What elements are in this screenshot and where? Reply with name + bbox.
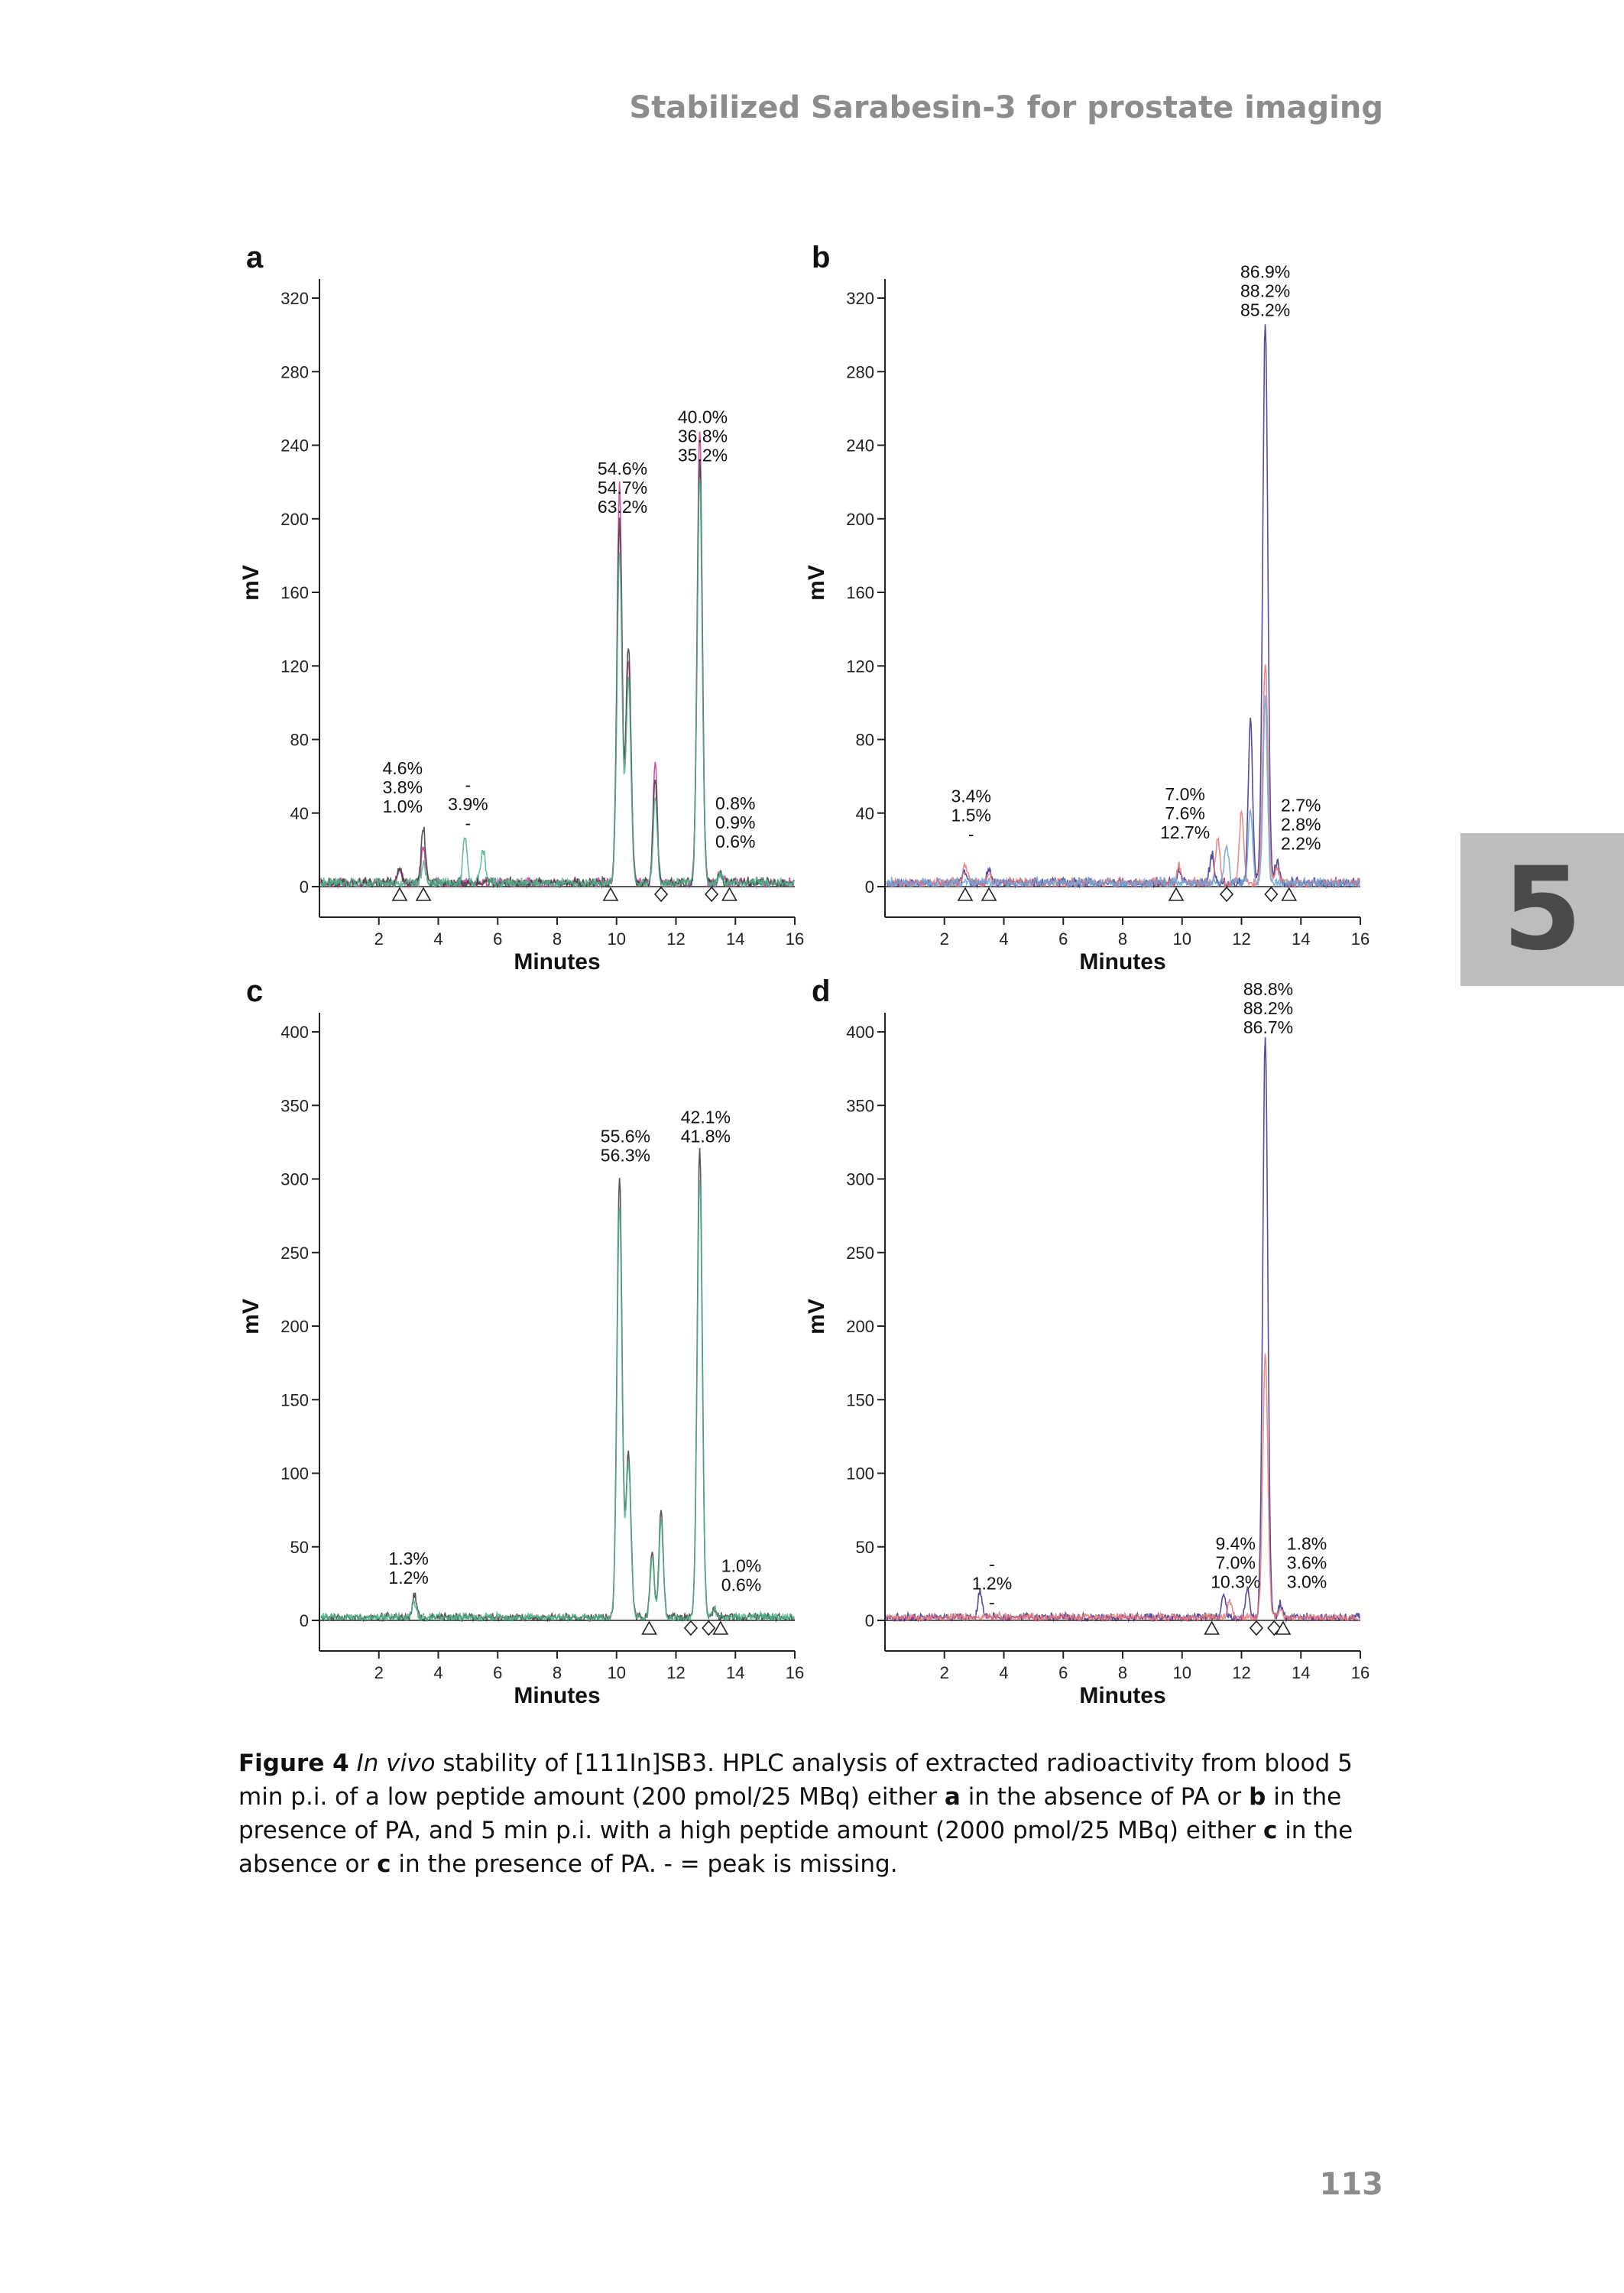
figure-label: Figure 4 — [238, 1750, 349, 1777]
triangle-marker — [417, 888, 430, 900]
x-tick-label: 16 — [785, 929, 805, 949]
x-tick-label: 8 — [552, 1663, 562, 1682]
peak-annotation: 63.2% — [597, 497, 648, 517]
peak-annotation: - — [989, 1592, 995, 1613]
x-tick-label: 2 — [374, 929, 384, 949]
caption-text-1: stability of [111In]SB3. HPLC analysis of extracted radioactivity from blood 5 min p.i. of a low peptide amount (200 pmol/25 MBq) either — [238, 1750, 1353, 1811]
peak-annotation: 86.9% — [1240, 261, 1291, 282]
x-tick-label: 10 — [1172, 1663, 1191, 1682]
y-tick-label: 200 — [846, 509, 874, 529]
x-tick-label: 12 — [1232, 1663, 1251, 1682]
peak-annotation: 4.6% — [382, 758, 423, 779]
chart-svg-a — [237, 241, 818, 975]
chromatogram-panel-c — [237, 975, 818, 1708]
chart-svg-b — [802, 241, 1383, 975]
peak-annotation: 10.3% — [1211, 1571, 1261, 1592]
y-tick-label: 200 — [280, 509, 309, 529]
peak-annotation: 3.0% — [1286, 1571, 1327, 1592]
caption-bold-b: b — [1249, 1783, 1266, 1811]
peak-annotation: 3.4% — [951, 786, 991, 806]
y-tick-label: 40 — [290, 803, 309, 823]
peak-annotation: 7.0% — [1215, 1552, 1256, 1573]
caption-text-5: in the presence of PA. - = peak is missing. — [391, 1850, 898, 1878]
peak-annotation: 35.2% — [677, 445, 728, 465]
triangle-marker — [1169, 888, 1183, 900]
y-tick-label: 0 — [299, 877, 309, 897]
triangle-marker — [714, 1622, 728, 1634]
series-line — [887, 1037, 1360, 1620]
y-axis-label: mV — [238, 565, 264, 601]
y-tick-label: 320 — [846, 289, 874, 308]
y-tick-label: 100 — [846, 1464, 874, 1484]
x-tick-label: 4 — [433, 929, 443, 949]
peak-annotation: 7.0% — [1165, 783, 1205, 804]
peak-annotation: 1.3% — [388, 1548, 429, 1568]
y-axis-label: mV — [238, 1299, 264, 1335]
x-tick-label: 6 — [1058, 1663, 1068, 1682]
peak-annotation: 2.7% — [1281, 795, 1321, 816]
y-tick-label: 160 — [846, 583, 874, 602]
caption-text-4: in the absence or — [238, 1817, 1353, 1878]
caption-text-3: in the presence of PA, and 5 min p.i. with a high peptide amount (2000 pmol/25 MBq) either — [238, 1783, 1342, 1844]
x-tick-label: 2 — [939, 929, 949, 949]
triangle-marker — [1282, 888, 1296, 900]
x-tick-label: 10 — [607, 929, 626, 949]
x-tick-label: 16 — [785, 1663, 805, 1682]
chapter-number: 5 — [1502, 843, 1583, 976]
x-tick-label: 10 — [607, 1663, 626, 1682]
x-axis-label: Minutes — [514, 1683, 601, 1708]
peak-annotation: 55.6% — [600, 1126, 651, 1146]
y-tick-label: 200 — [846, 1317, 874, 1336]
y-tick-label: 280 — [280, 362, 309, 382]
panel-letter: b — [812, 241, 831, 274]
x-tick-label: 6 — [1058, 929, 1068, 949]
x-tick-label: 16 — [1350, 1663, 1370, 1682]
y-tick-label: 40 — [855, 803, 874, 823]
peak-annotation: - — [465, 774, 472, 795]
y-axis-label: mV — [804, 565, 829, 601]
diamond-marker — [1220, 887, 1233, 901]
peak-annotation: 2.2% — [1281, 833, 1321, 854]
chromatogram-panel-b — [802, 241, 1383, 975]
triangle-marker — [722, 888, 736, 900]
chapter-tab — [1460, 833, 1624, 986]
y-tick-label: 0 — [299, 1611, 309, 1630]
peak-annotation: 41.8% — [680, 1126, 731, 1146]
x-tick-label: 4 — [433, 1663, 443, 1682]
x-tick-label: 6 — [493, 929, 503, 949]
x-axis-label: Minutes — [514, 949, 601, 975]
chart-svg-c — [237, 975, 818, 1708]
x-tick-label: 8 — [1117, 1663, 1128, 1682]
figure-caption — [238, 1747, 1385, 1881]
peak-annotation: 3.9% — [448, 793, 488, 814]
panel-letter: c — [246, 975, 264, 1008]
caption-italic: In vivo — [356, 1750, 436, 1777]
y-tick-label: 250 — [846, 1243, 874, 1263]
chromatogram-panel-d — [802, 975, 1383, 1708]
y-tick-label: 80 — [855, 730, 874, 750]
x-axis-label: Minutes — [1079, 949, 1166, 975]
y-tick-label: 320 — [280, 289, 309, 308]
peak-annotation: 0.8% — [715, 793, 756, 813]
peak-annotation: 1.0% — [721, 1555, 762, 1576]
y-tick-label: 0 — [864, 877, 874, 897]
y-tick-label: 400 — [280, 1023, 309, 1042]
peak-annotation: 1.5% — [951, 805, 991, 825]
page-number: 113 — [1319, 2167, 1383, 2202]
y-tick-label: 80 — [290, 730, 309, 750]
y-tick-label: 240 — [846, 436, 874, 456]
y-tick-label: 200 — [280, 1317, 309, 1336]
chromatogram-panel-a — [237, 241, 818, 975]
y-tick-label: 300 — [846, 1169, 874, 1189]
x-tick-label: 4 — [999, 1663, 1009, 1682]
series-line — [887, 664, 1360, 887]
y-tick-label: 250 — [280, 1243, 309, 1263]
triangle-marker — [958, 888, 972, 900]
x-tick-label: 8 — [1117, 929, 1128, 949]
peak-annotation: 54.7% — [597, 478, 648, 498]
y-tick-label: 0 — [864, 1611, 874, 1630]
peak-annotation: 88.2% — [1243, 997, 1294, 1018]
y-tick-label: 400 — [846, 1023, 874, 1042]
peak-annotation: 1.0% — [382, 796, 423, 817]
panel-letter: a — [246, 241, 264, 274]
x-tick-label: 8 — [552, 929, 562, 949]
peak-annotation: 86.7% — [1243, 1017, 1294, 1037]
running-header-title: Stabilized Sarabesin-3 for prostate imaging — [629, 90, 1383, 125]
x-tick-label: 14 — [1292, 929, 1311, 949]
x-tick-label: 4 — [999, 929, 1009, 949]
y-tick-label: 100 — [280, 1464, 309, 1484]
y-tick-label: 150 — [280, 1390, 309, 1410]
x-tick-label: 12 — [666, 1663, 686, 1682]
x-tick-label: 14 — [1292, 1663, 1311, 1682]
y-tick-label: 50 — [855, 1537, 874, 1557]
x-tick-label: 12 — [666, 929, 686, 949]
y-tick-label: 300 — [280, 1169, 309, 1189]
x-tick-label: 14 — [726, 1663, 745, 1682]
diamond-marker — [702, 1621, 715, 1635]
peak-annotation: 7.6% — [1165, 803, 1205, 823]
peak-annotation: 2.8% — [1281, 814, 1321, 835]
peak-annotation: 54.6% — [597, 459, 648, 478]
peak-annotation: 0.6% — [715, 831, 756, 851]
y-tick-label: 350 — [280, 1096, 309, 1116]
x-tick-label: 2 — [939, 1663, 949, 1682]
diamond-marker — [705, 887, 718, 901]
diamond-marker — [1250, 1621, 1263, 1635]
y-tick-label: 150 — [846, 1390, 874, 1410]
peak-annotation: 42.1% — [680, 1107, 731, 1127]
caption-text-2: in the absence of PA or — [960, 1783, 1250, 1811]
peak-annotation: 88.8% — [1243, 978, 1294, 999]
y-tick-label: 280 — [846, 362, 874, 382]
peak-annotation: 12.7% — [1160, 822, 1211, 842]
triangle-marker — [643, 1622, 656, 1634]
peak-annotation: - — [465, 812, 472, 833]
peak-annotation: 85.2% — [1240, 300, 1291, 320]
y-tick-label: 160 — [280, 583, 309, 602]
x-tick-label: 14 — [726, 929, 745, 949]
triangle-marker — [393, 888, 407, 900]
y-axis-label: mV — [804, 1299, 829, 1335]
peak-annotation: - — [968, 824, 974, 845]
y-tick-label: 120 — [280, 657, 309, 676]
x-axis-label: Minutes — [1079, 1683, 1166, 1708]
caption-bold-c1: c — [1263, 1817, 1278, 1844]
peak-annotation: 36.8% — [677, 426, 728, 446]
peak-annotation: 0.9% — [715, 812, 756, 832]
panel-letter: d — [812, 975, 831, 1008]
x-tick-label: 16 — [1350, 929, 1370, 949]
peak-annotation: 40.0% — [677, 407, 728, 427]
triangle-marker — [604, 888, 618, 900]
chart-svg-d — [802, 975, 1383, 1708]
peak-annotation: 1.2% — [971, 1573, 1013, 1594]
diamond-marker — [685, 1621, 697, 1635]
peak-annotation: 56.3% — [600, 1145, 651, 1166]
x-tick-label: 12 — [1232, 929, 1251, 949]
y-tick-label: 50 — [290, 1537, 309, 1557]
diamond-marker — [1265, 887, 1277, 901]
y-tick-label: 120 — [846, 657, 874, 676]
triangle-marker — [1205, 1622, 1219, 1634]
x-tick-label: 2 — [374, 1663, 384, 1682]
peak-annotation: 88.2% — [1240, 281, 1291, 301]
diamond-marker — [655, 887, 667, 901]
peak-annotation: - — [989, 1554, 995, 1575]
triangle-marker — [982, 888, 996, 900]
x-tick-label: 10 — [1172, 929, 1191, 949]
peak-annotation: 3.6% — [1286, 1552, 1327, 1573]
x-tick-label: 6 — [493, 1663, 503, 1682]
caption-bold-c2: c — [377, 1850, 391, 1878]
y-tick-label: 240 — [280, 436, 309, 456]
peak-annotation: 9.4% — [1215, 1533, 1256, 1554]
caption-bold-a: a — [944, 1783, 961, 1811]
peak-annotation: 3.8% — [382, 777, 423, 798]
peak-annotation: 1.2% — [388, 1567, 429, 1588]
y-tick-label: 350 — [846, 1096, 874, 1116]
peak-annotation: 0.6% — [721, 1575, 762, 1595]
peak-annotation: 1.8% — [1286, 1533, 1327, 1554]
